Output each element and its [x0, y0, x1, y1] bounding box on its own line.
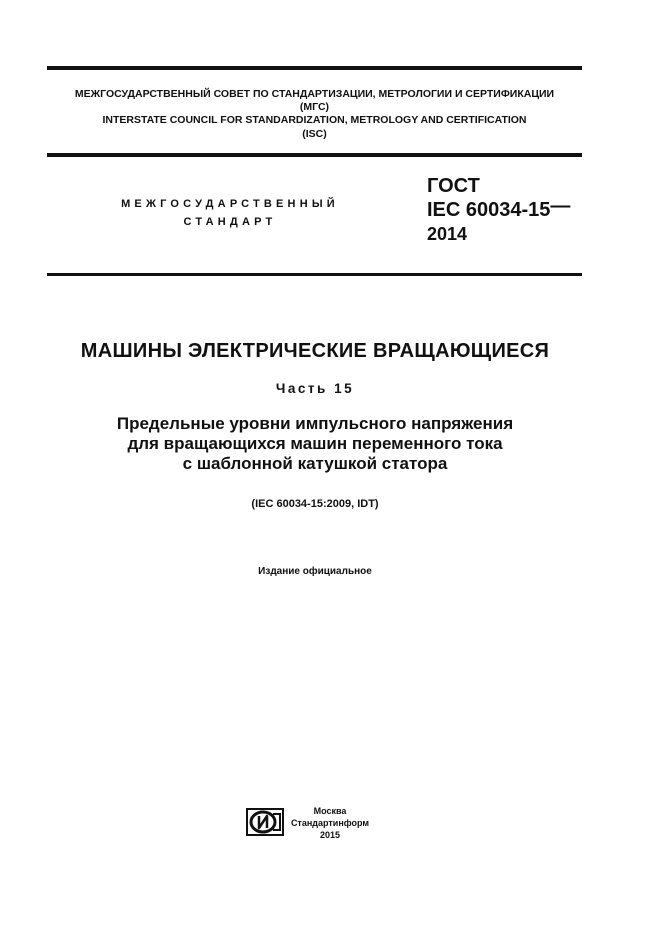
- subtitle-line3: с шаблонной катушкой статора: [182, 454, 448, 473]
- designation-dash: —: [550, 195, 571, 217]
- part-number: Часть 15: [275, 381, 355, 396]
- subtitle-line2: для вращающихся машин переменного тока: [127, 434, 503, 453]
- designation-number: IEC 60034-15: [427, 199, 551, 221]
- top-rule: [47, 66, 582, 70]
- standard-type-line2: СТАНДАРТ: [183, 216, 277, 228]
- standard-type-line1: МЕЖГОСУДАРСТВЕННЫЙ: [121, 198, 339, 210]
- council-ru-abbr: (МГС): [299, 101, 330, 113]
- publisher-city: Москва: [313, 806, 347, 816]
- subtitle: [0, 414, 630, 474]
- iec-reference: (IEC 60034-15:2009, IDT): [251, 498, 379, 510]
- designation-number-row: [427, 195, 571, 222]
- header-rule: [47, 153, 582, 157]
- designation-year: 2014: [427, 224, 468, 244]
- standartinform-logo-icon: [246, 808, 284, 836]
- main-title: МАШИНЫ ЭЛЕКТРИЧЕСКИЕ ВРАЩАЮЩИЕСЯ: [80, 340, 550, 362]
- publisher-year: 2015: [319, 830, 341, 840]
- designation-rule: [47, 273, 582, 276]
- council-en-abbr: (ISC): [302, 128, 327, 140]
- standard-designation: [427, 174, 570, 246]
- designation-prefix: ГОСТ: [427, 175, 480, 197]
- subtitle-line1: Предельные уровни импульсного напряжения: [116, 414, 514, 433]
- council-en-name: INTERSTATE COUNCIL FOR STANDARDIZATION, METROLOGY AND CERTIFICATION: [102, 114, 527, 126]
- publisher-block: [290, 805, 370, 841]
- council-ru-name: МЕЖГОСУДАРСТВЕННЫЙ СОВЕТ ПО СТАНДАРТИЗАЦИИ, МЕТРОЛОГИИ И СЕРТИФИКАЦИИ: [74, 88, 555, 100]
- publisher-name: Стандартинформ: [290, 818, 370, 828]
- edition-note: Издание официальное: [258, 566, 372, 577]
